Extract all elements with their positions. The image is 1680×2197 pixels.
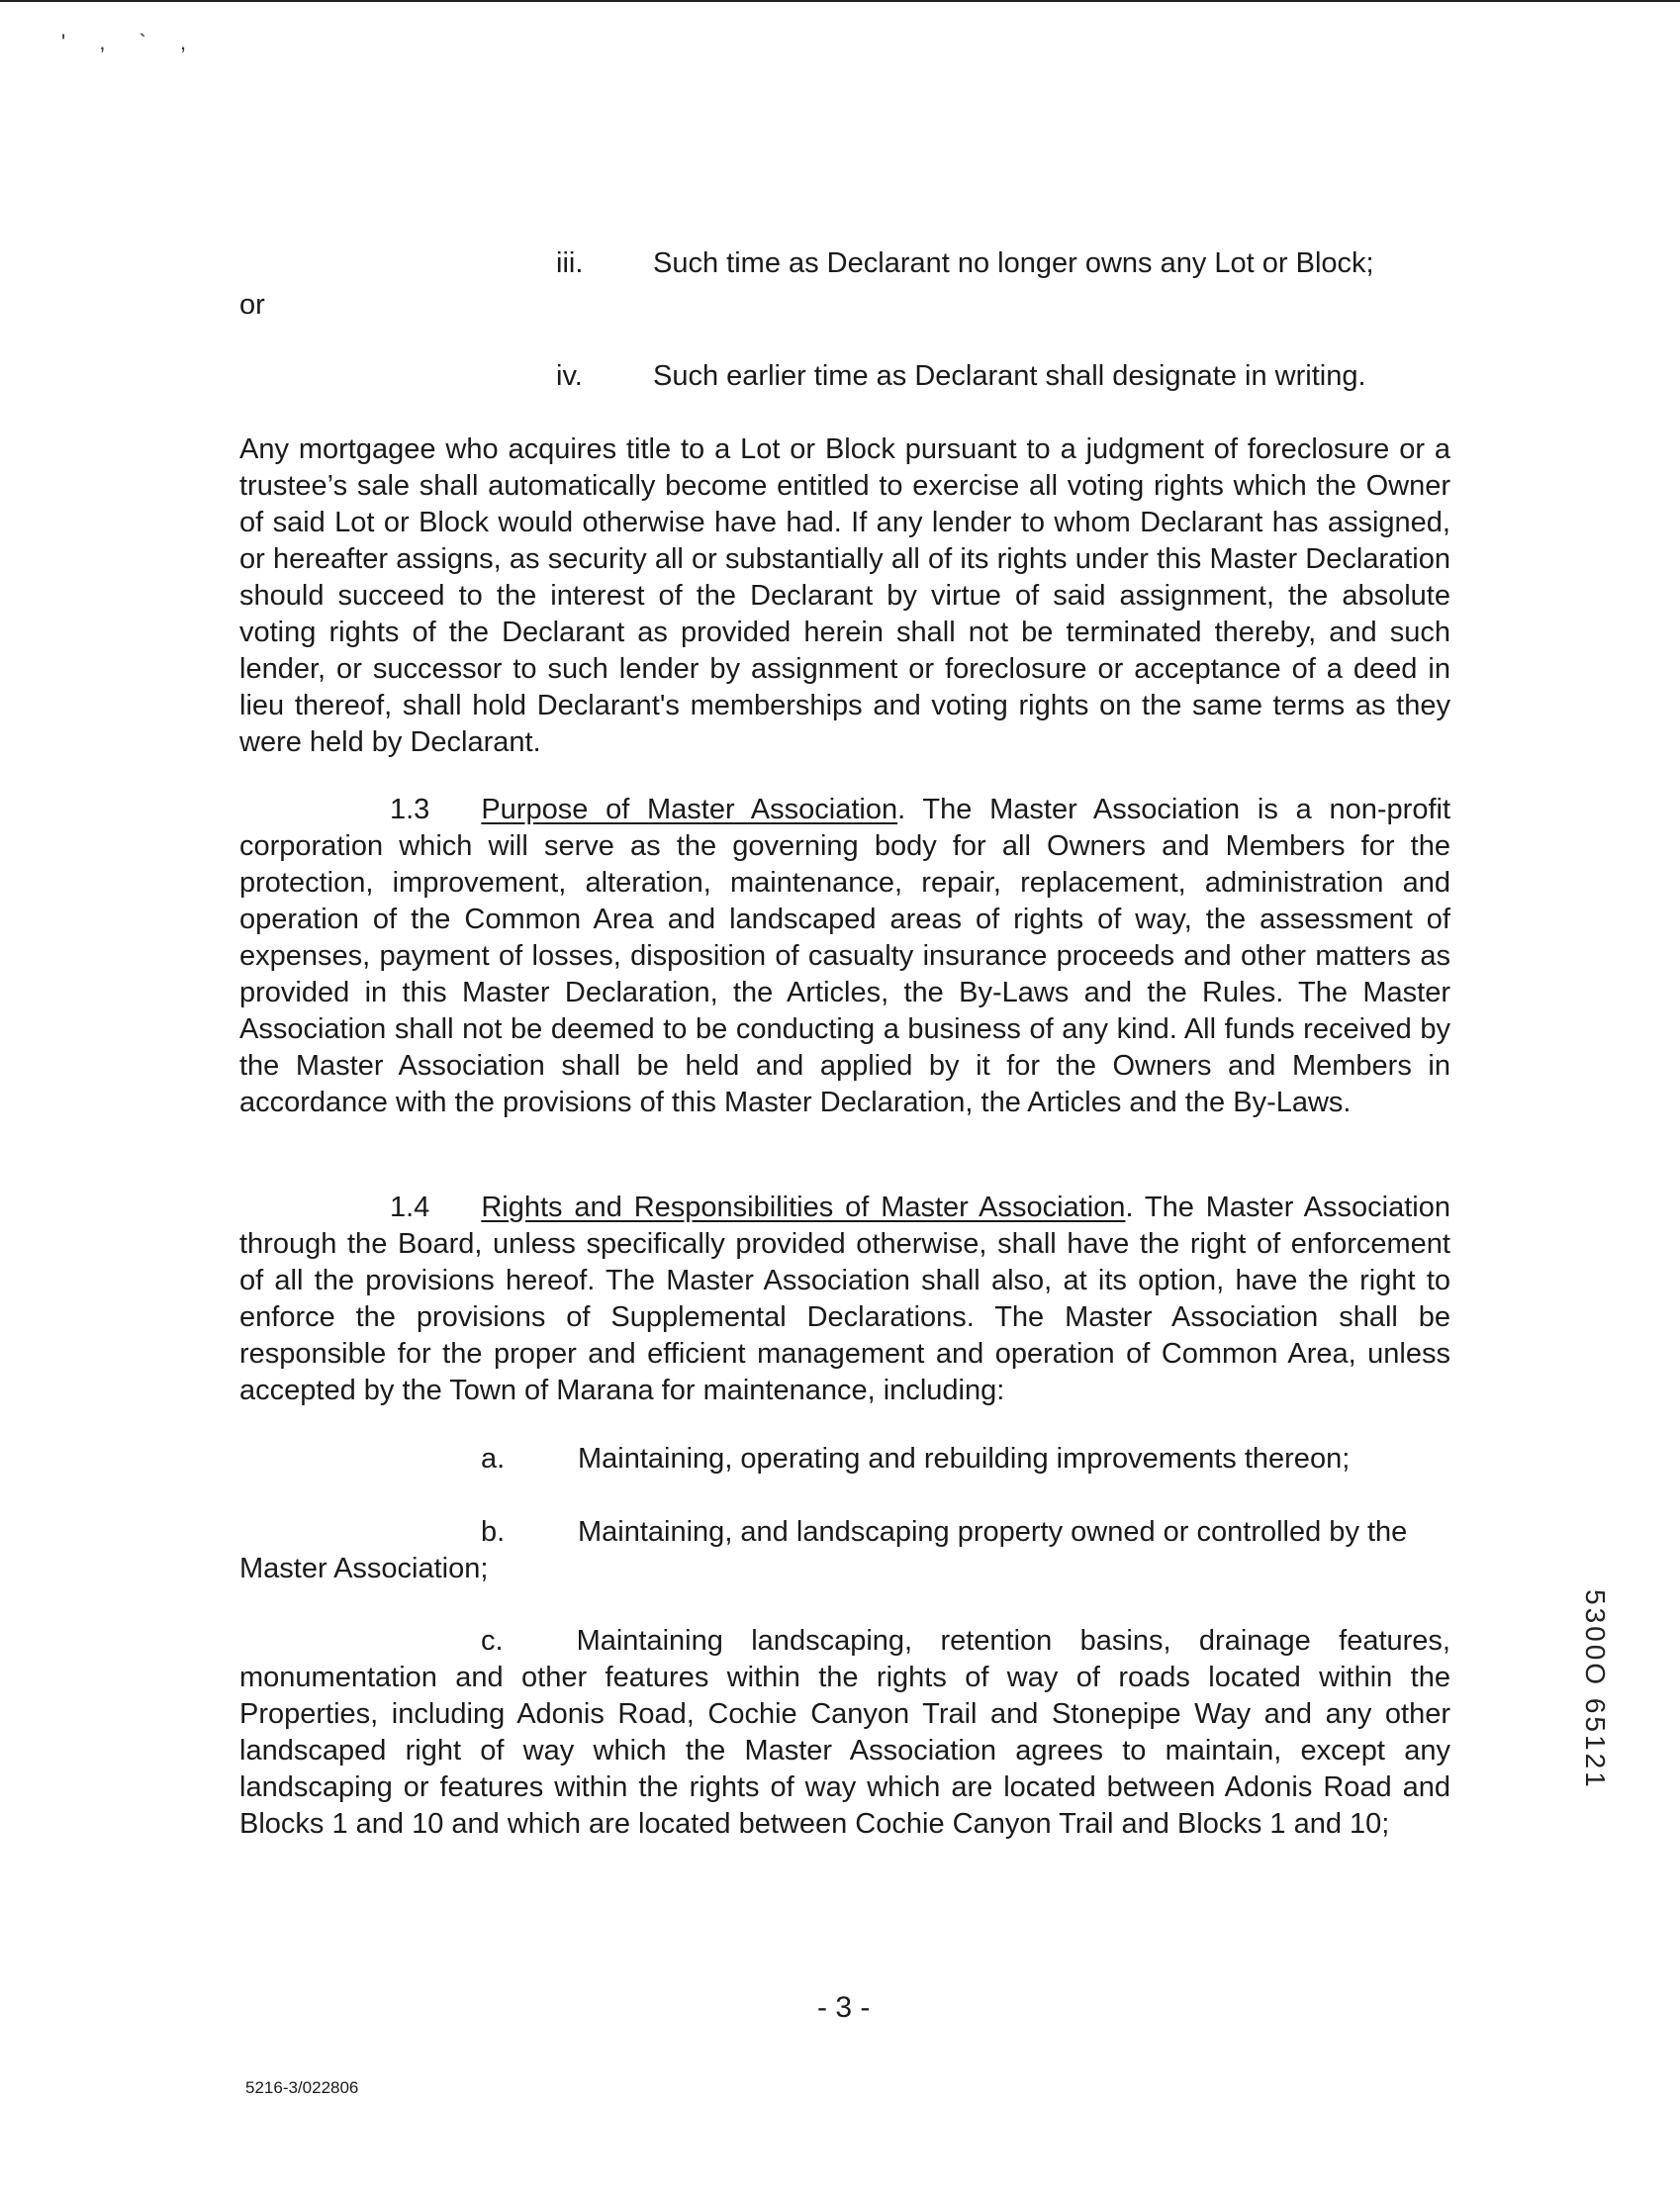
list-marker: iii.: [556, 247, 584, 279]
top-border-line: [0, 0, 1680, 2]
page-number: - 3 -: [817, 1991, 871, 2024]
scan-specks: ' , ` ,: [61, 30, 201, 54]
list-marker: c.: [481, 1625, 504, 1657]
section-heading: Rights and Responsibilities of Master Association: [481, 1192, 1126, 1223]
section-1-3: [239, 792, 1450, 1121]
list-item-b: [481, 1514, 1407, 1551]
list-text: Such time as Declarant no longer owns any Lot or Block;: [653, 247, 1374, 279]
section-number: 1.4: [390, 1192, 430, 1223]
list-text: Maintaining landscaping, retention basins, drainage features, monumentation and other features within the rights of way of roads located within the Properties, including Adonis Road, Cochie Canyon Trail and Stonepipe Way and any other landscaped right of way which the Master Association agrees to maintain, except any landscaping or features within the rights of way which are located between Adonis Road and Blocks 1 and 10 and which are located between Cochie Canyon Trail and Blocks 1 and 10;: [239, 1625, 1450, 1840]
list-marker: iv.: [556, 360, 583, 392]
section-heading: Purpose of Master Association: [481, 794, 898, 825]
list-item-iv: [556, 358, 1366, 395]
list-text: Maintaining, and landscaping property owned or controlled by the: [578, 1516, 1408, 1548]
list-item-b-continuation: Master Association;: [239, 1553, 489, 1584]
section-number: 1.3: [390, 794, 430, 825]
section-text: . The Master Association through the Board, unless specifically provided otherwise, shall have the right of enforcement of all the provisions hereof. The Master Association shall also, at its option, have the right to enforce the provisions of Supplemental Declarations. The Master Association shall be responsible for the proper and efficient management and operation of Common Area, unless accepted by the Town of Marana for maintenance, including:: [239, 1192, 1450, 1406]
document-code: 5216-3/022806: [245, 2078, 359, 2097]
section-text: . The Master Association is a non-profit corporation which will serve as the governing body for all Owners and Members for the protection, improvement, alteration, maintenance, repair, replacement, administration and operation of the Common Area and landscaped areas of rights of way, the assessment of expenses, payment of losses, disposition of casualty insurance proceeds and other matters as provided in this Master Declaration, the Articles, the By-Laws and the Rules. The Master Association shall not be deemed to be conducting a business of any kind. All funds received by the Master Association shall be held and applied by it for the Owners and Members in accordance with the provisions of this Master Declaration, the Articles and the By-Laws.: [239, 794, 1451, 1118]
list-text: Such earlier time as Declarant shall designate in writing.: [653, 360, 1366, 392]
recording-stamp-number: 5300O 65121: [1580, 1589, 1611, 1790]
list-item-iii: [556, 245, 1374, 282]
list-text: Maintaining, operating and rebuilding improvements thereon;: [578, 1443, 1351, 1475]
list-marker: a.: [481, 1443, 506, 1475]
list-item-c: [239, 1623, 1450, 1843]
section-1-4: [239, 1190, 1450, 1409]
or-connector: or: [239, 289, 265, 321]
list-item-a: [481, 1441, 1350, 1478]
list-marker: b.: [481, 1516, 506, 1548]
paragraph-mortgagee: Any mortgagee who acquires title to a Lot or Block pursuant to a judgment of foreclosure or a trustee’s sale shall automatically become entitled to exercise all voting rights which the Owner of said Lot or Block would otherwise have had. If any lender to whom Declarant has assigned, or hereafter assigns, as security all or substantially all of its rights under this Master Declaration should succeed to the interest of the Declarant by virtue of said assignment, the absolute voting rights of the Declarant as provided herein shall not be terminated thereby, and such lender, or successor to such lender by assignment or foreclosure or acceptance of a deed in lieu thereof, shall hold Declarant's memberships and voting rights on the same terms as they were held by Declarant.: [239, 433, 1450, 758]
